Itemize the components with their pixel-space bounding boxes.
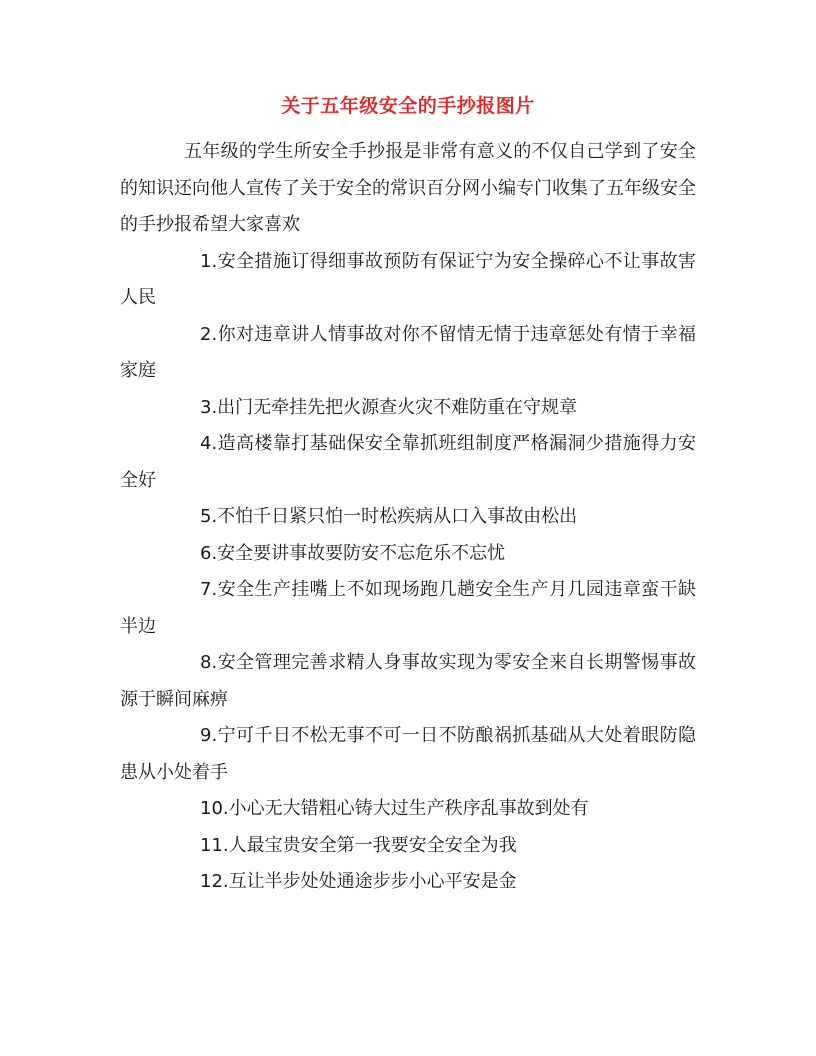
list-item: 12.互让半步处处通途步步小心平安是金 [200, 871, 517, 892]
list-item: 4.造高楼靠打基础保安全靠抓班组制度严格漏洞少措施得力安全好 [120, 433, 696, 491]
list-item: 8.安全管理完善求精人身事故实现为零安全来自长期警惕事故源于瞬间麻痹 [120, 652, 696, 710]
list-item: 9.宁可千日不松无事不可一日不防酿祸抓基础从大处着眼防隐患从小处着手 [120, 725, 696, 783]
list-item: 11.人最宝贵安全第一我要安全安全为我 [200, 834, 517, 856]
list-item: 6.安全要讲事故要防安不忘危乐不忘忧 [200, 542, 506, 564]
intro-paragraph: 五年级的学生所安全手抄报是非常有意义的不仅自己学到了安全的知识还向他人宣传了关于安全的常识百分网小编专门收集了五年级安全的手抄报希望大家喜欢 [120, 141, 696, 235]
list-item: 5.不怕千日紧只怕一时松疾病从口入事故由松出 [200, 506, 578, 527]
page-title: 关于五年级安全的手抄报图片 [281, 95, 535, 117]
list-item: 2.你对违章讲人情事故对你不留情无情于违章惩处有情于幸福家庭 [120, 323, 696, 381]
list-item: 7.安全生产挂嘴上不如现场跑几趟安全生产月几园违章蛮干缺半边 [120, 579, 696, 637]
list-item: 1.安全措施订得细事故预防有保证宁为安全操碎心不让事故害人民 [120, 250, 696, 308]
list-item: 10.小心无大错粗心铸大过生产秩序乱事故到处有 [200, 798, 589, 819]
list-item: 3.出门无牵挂先把火源查火灾不难防重在守规章 [200, 396, 578, 418]
document-body [120, 134, 696, 901]
